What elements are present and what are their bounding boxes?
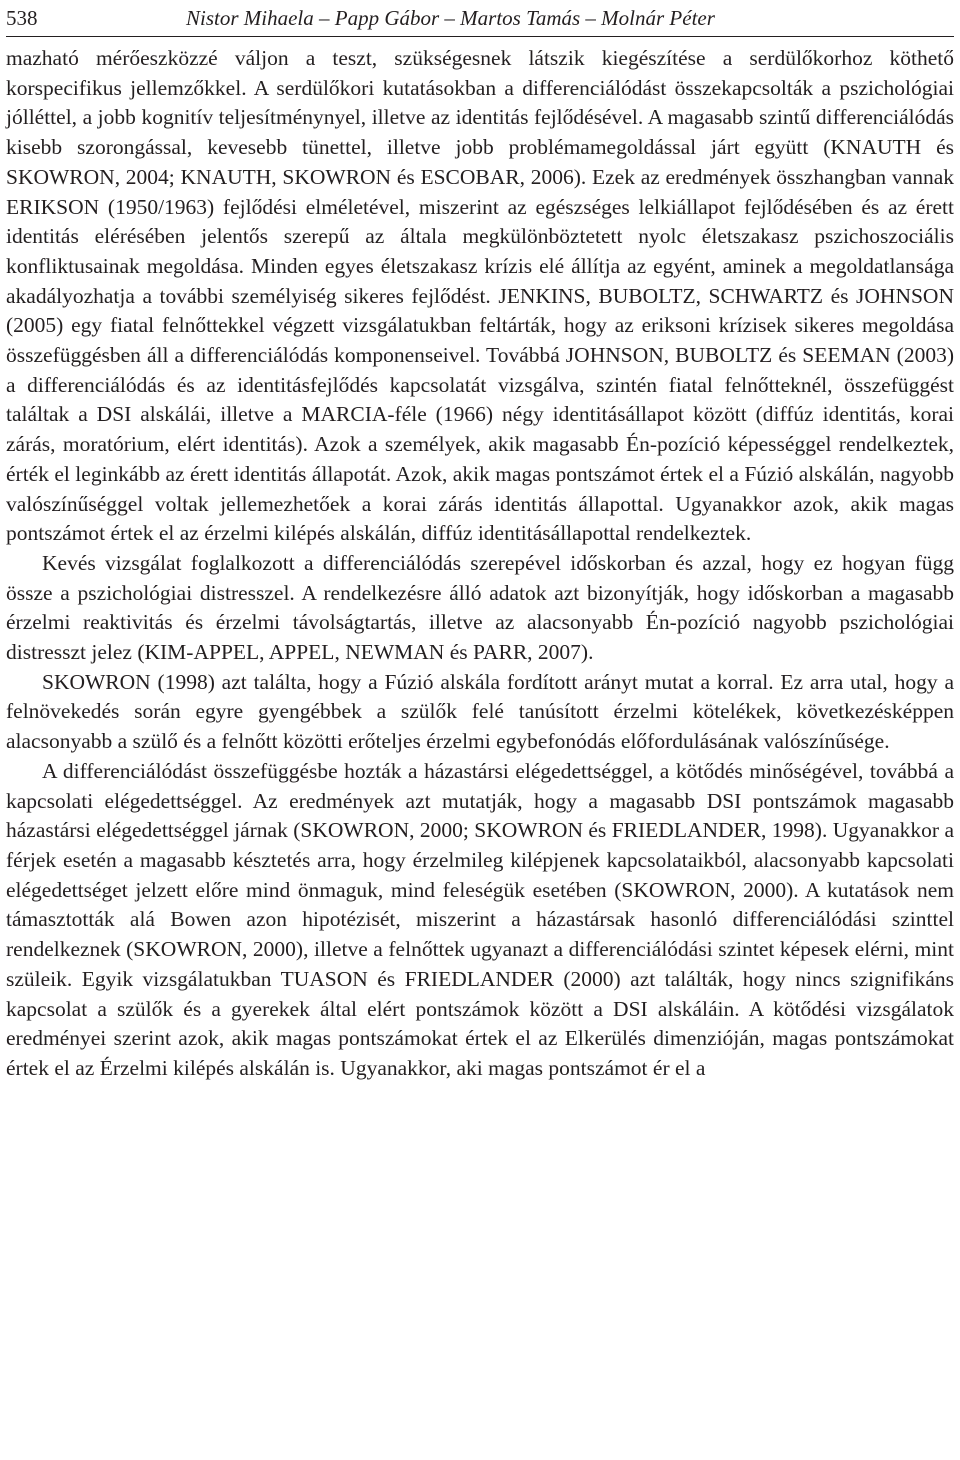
paragraph: Kevés vizsgálat foglalkozott a differenciálódás szerepével időskorban és azzal, hogy ez hogyan függ össze a pszichológiai distresszel. A rendelkezésre álló adatok azt bizonyítják, hogy időskorban a magasabb érzelmi reaktivitás és érzelmi távolságtartás, illetve az alacsonyabb Én-pozíció nagyobb pszichológiai distresszt jelez (KIM-APPEL, APPEL, NEWMAN és PARR, 2007). — [6, 550, 954, 665]
page — [6, 0, 954, 1080]
header-authors: Nistor Mihaela – Papp Gábor – Martos Tamás – Molnár Péter — [186, 6, 715, 30]
running-head — [6, 0, 954, 36]
body-text — [6, 44, 954, 1084]
paragraph: SKOWRON (1998) azt találta, hogy a Fúzió alskála fordított arányt mutat a korral. Ez arra utal, hogy a felnövekedés során egyre gyengébbek a szülők felé tanúsított érzelmi kötelékek, következésképpen alacsonyabb a szülő és a felnőtt közötti erőteljes érzelmi egybefonódás előfordulásának valószínűsége. — [6, 669, 954, 754]
page-number: 538 — [6, 6, 38, 30]
header-rule — [6, 36, 954, 37]
paragraph: mazható mérőeszközzé váljon a teszt, szükségesnek látszik kiegészítése a serdülőkorhoz köthető korspecifikus jellemzőkkel. A serdülőkori kutatásokban a differenciálódást összekapcsolták a pszichológiai jólléttel, a jobb kognitív teljesítménynyel, illetve az identitás fejlődésével. A magasabb szintű differenciálódás kisebb szorongással, kevesebb tünettel, illetve jobb problémamegoldással járt együtt (KNAUTH és SKOWRON, 2004; KNAUTH, SKOWRON és ESCOBAR, 2006). Ezek az eredmények összhangban vannak ERIKSON (1950/1963) fejlődési elméletével, miszerint az egészséges lelkiállapot fejlődésében és az érett identitás elérésében jelentős szerepű az általa megkülönböztetett nyolc életszakasz pszichoszociális konfliktusainak megoldása. Minden egyes életszakasz krízis elé állítja az egyént, aminek a megoldatlansága akadályozhatja a további személyiség sikeres fejlődést. JENKINS, BUBOLTZ, SCHWARTZ és JOHNSON (2005) egy fiatal felnőttekkel végzett vizsgálatukban feltárták, hogy az eriksoni krízisek sikeres megoldása összefüggésben áll a differenciálódás komponenseivel. Továbbá JOHNSON, BUBOLTZ és SEEMAN (2003) a differenciálódás és az identitásfejlődés kapcsolatát vizsgálva, szintén fiatal felnőtteknél, összefüggést találtak a DSI alskálái, illetve a MARCIA-féle (1966) négy identitásállapot között (diffúz identitás, korai zárás, moratórium, elért identitás). Azok a személyek, akik magasabb Én-pozíció képességgel rendelkeztek, érték el leginkább az érett identitás állapotát. Azok, akik magas pontszámot értek el a Fúzió alskálán, nagyobb valószínűséggel voltak jellemezhetőek a korai zárás identitás állapottal. Ugyanakkor azok, akik magas pontszámot értek el az érzelmi kilépés alskálán, diffúz identitásállapottal rendelkeztek. — [6, 46, 954, 546]
paragraph: A differenciálódást összefüggésbe hozták a házastársi elégedettséggel, a kötődés minőségével, továbbá a kapcsolati elégedettséggel. Az eredmények azt mutatják, hogy a magasabb DSI pontszámok magasabb házastársi elégedettséggel járnak (SKOWRON, 2000; SKOWRON és FRIEDLANDER, 1998). Ugyanakkor a férjek esetén a magasabb késztetés arra, hogy érzelmileg kilépjenek kapcsolataikból, alacsonyabb kapcsolati elégedettséget jelzett előre mind önmaguk, mind feleségük esetében (SKOWRON, 2000). A kutatások nem támasztották alá Bowen azon hipotézisét, miszerint a házastársak hasonló differenciálódási szinttel rendelkeznek (SKOWRON, 2000), illetve a felnőttek ugyanazt a differenciálódási szintet képesek elérni, mint szüleik. Egyik vizsgálatukban TUASON és FRIEDLANDER (2000) azt találták, hogy nincs szignifikáns kapcsolat a szülők és a gyerekek által elért pontszámok között a DSI alskáláin. A kötődési vizsgálatok eredményei szerint azok, akik magas pontszámokat értek el az Elkerülés dimenzióján, magas pontszámokat értek el az Érzelmi kilépés alskálán is. Ugyanakkor, aki magas pontszámot ér el a — [6, 758, 954, 1080]
